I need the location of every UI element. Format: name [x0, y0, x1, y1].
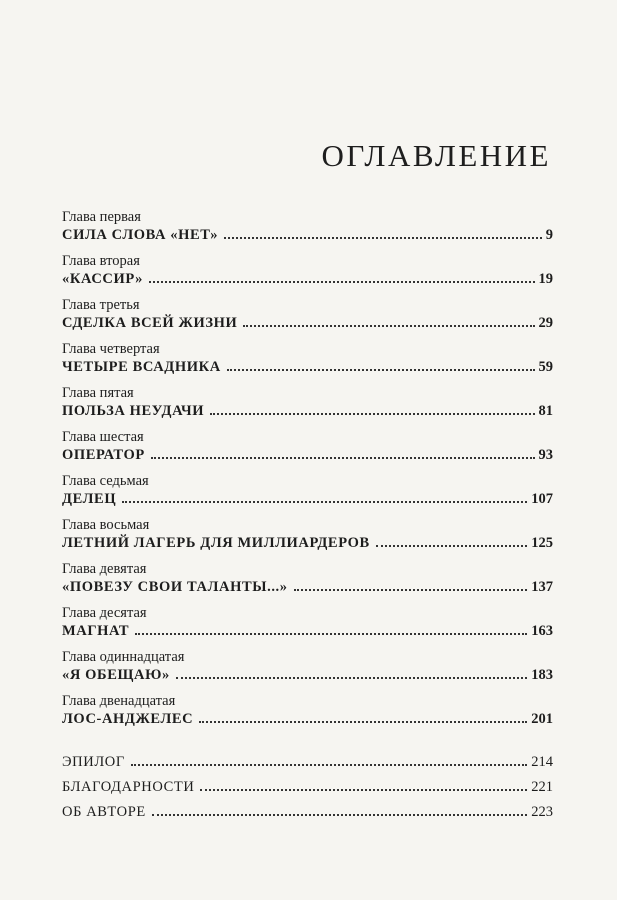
- chapter-title: ЛОС-АНДЖЕЛЕС: [62, 711, 194, 727]
- toc-chapter-entry[interactable]: [62, 429, 553, 464]
- page-number: 221: [531, 779, 553, 795]
- page-number: 19: [538, 271, 553, 287]
- chapter-number-label: Глава одиннадцатая: [62, 649, 185, 665]
- page-number: 137: [531, 579, 553, 595]
- chapter-title: ЧЕТЫРЕ ВСАДНИКА: [62, 359, 221, 375]
- dot-leader: [176, 677, 527, 679]
- toc-back-matter-entry[interactable]: [62, 800, 553, 825]
- toc-chapter-entry[interactable]: [62, 649, 553, 684]
- toc-chapter-entry[interactable]: [62, 385, 553, 420]
- toc-back-matter-entry[interactable]: [62, 750, 553, 775]
- dot-leader: [131, 764, 527, 766]
- chapter-number-label: Глава двенадцатая: [62, 693, 176, 709]
- dot-leader: [152, 814, 527, 816]
- chapter-title: ПОЛЬЗА НЕУДАЧИ: [62, 403, 205, 419]
- page-title: ОГЛАВЛЕНИЕ: [321, 138, 551, 173]
- toc-chapter-entry[interactable]: [62, 605, 553, 640]
- dot-leader: [224, 237, 542, 239]
- back-matter-title: ЭПИЛОГ: [62, 754, 125, 770]
- page-number: 163: [531, 623, 553, 639]
- dot-leader: [199, 721, 527, 723]
- toc-chapter-entry[interactable]: [62, 297, 553, 332]
- dot-leader: [135, 633, 527, 635]
- toc-chapter-entry[interactable]: [62, 517, 553, 552]
- chapter-title: «КАССИР»: [62, 271, 144, 287]
- page-number: 201: [531, 711, 553, 727]
- chapter-number-label: Глава девятая: [62, 561, 147, 577]
- page-number: 214: [531, 754, 553, 770]
- toc-chapter-entry[interactable]: [62, 693, 553, 728]
- chapter-number-label: Глава шестая: [62, 429, 144, 445]
- toc-chapter-entry[interactable]: [62, 209, 553, 244]
- chapter-number-label: Глава третья: [62, 297, 140, 313]
- page-number: 9: [545, 227, 553, 243]
- chapter-title: СДЕЛКА ВСЕЙ ЖИЗНИ: [62, 315, 238, 331]
- table-of-contents: [62, 209, 553, 825]
- chapter-number-label: Глава восьмая: [62, 517, 150, 533]
- dot-leader: [376, 545, 528, 547]
- page-number: 93: [538, 447, 553, 463]
- chapter-number-label: Глава вторая: [62, 253, 140, 269]
- dot-leader: [243, 325, 534, 327]
- page-number: 59: [538, 359, 553, 375]
- dot-leader: [210, 413, 534, 415]
- back-matter-title: ОБ АВТОРЕ: [62, 804, 146, 820]
- chapter-number-label: Глава четвертая: [62, 341, 160, 357]
- dot-leader: [151, 457, 535, 459]
- toc-chapter-entry[interactable]: [62, 561, 553, 596]
- page-number: 223: [531, 804, 553, 820]
- chapter-list: [62, 209, 553, 728]
- chapter-title: «ПОВЕЗУ СВОИ ТАЛАНТЫ...»: [62, 579, 288, 595]
- chapter-title: ОПЕРАТОР: [62, 447, 145, 463]
- dot-leader: [122, 501, 527, 503]
- chapter-title: ЛЕТНИЙ ЛАГЕРЬ ДЛЯ МИЛЛИАРДЕРОВ: [62, 535, 370, 551]
- toc-chapter-entry[interactable]: [62, 473, 553, 508]
- page-number: 183: [531, 667, 553, 683]
- page-number: 29: [538, 315, 553, 331]
- chapter-number-label: Глава седьмая: [62, 473, 149, 489]
- back-matter-list: [62, 750, 553, 825]
- dot-leader: [149, 281, 534, 283]
- page-number: 125: [531, 535, 553, 551]
- dot-leader: [227, 369, 535, 371]
- toc-chapter-entry[interactable]: [62, 253, 553, 288]
- chapter-number-label: Глава первая: [62, 209, 141, 225]
- chapter-title: «Я ОБЕЩАЮ»: [62, 667, 170, 683]
- page-number: 81: [538, 403, 553, 419]
- back-matter-title: БЛАГОДАРНОСТИ: [62, 779, 195, 795]
- toc-chapter-entry[interactable]: [62, 341, 553, 376]
- chapter-title: МАГНАТ: [62, 623, 130, 639]
- dot-leader: [200, 789, 527, 791]
- chapter-title: СИЛА СЛОВА «НЕТ»: [62, 227, 219, 243]
- chapter-title: ДЕЛЕЦ: [62, 491, 117, 507]
- chapter-number-label: Глава десятая: [62, 605, 147, 621]
- chapter-number-label: Глава пятая: [62, 385, 134, 401]
- dot-leader: [294, 589, 528, 591]
- page-number: 107: [531, 491, 553, 507]
- toc-back-matter-entry[interactable]: [62, 775, 553, 800]
